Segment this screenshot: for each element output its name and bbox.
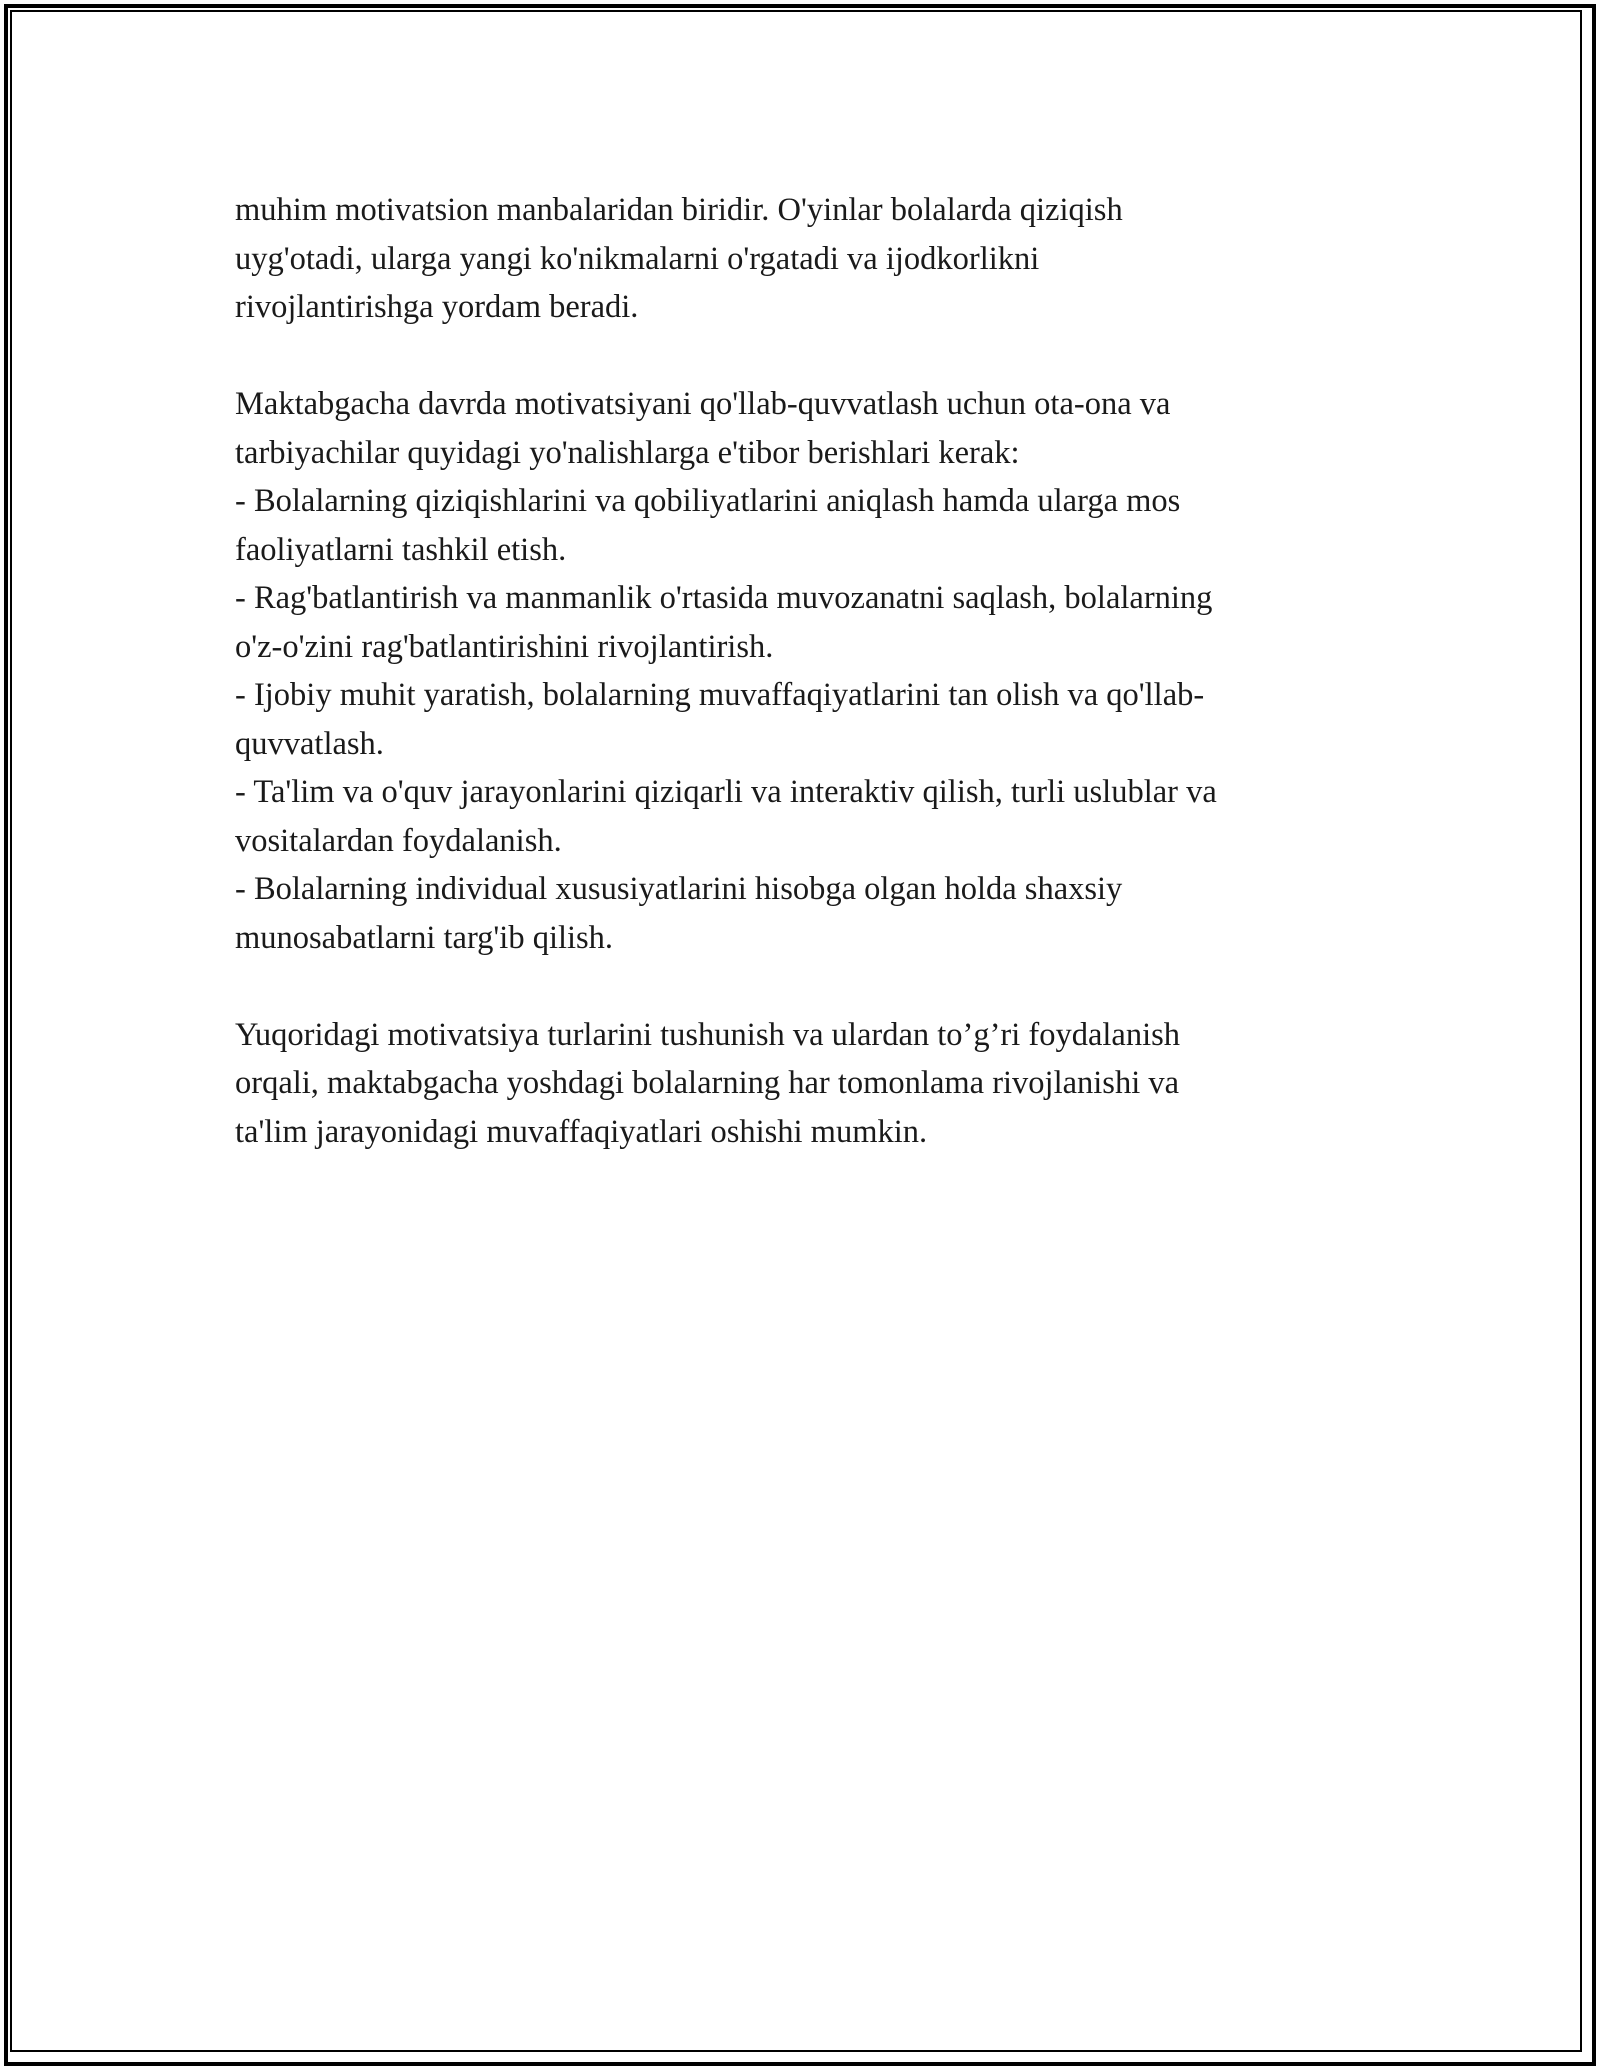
text-line: muhim motivatsion manbalaridan biridir. O'yinlar bolalarda qiziqish — [235, 192, 1123, 228]
text-line: tarbiyachilar quyidagi yo'nalishlarga e'tibor berishlari kerak: — [235, 434, 1020, 471]
paragraph-2 — [235, 380, 1370, 962]
list-item-line: quvvatlash. — [235, 725, 384, 762]
text-line: Maktabgacha davrda motivatsiyani qo'llab-quvvatlash uchun ota-ona va — [235, 386, 1171, 422]
paragraph-3 — [235, 1011, 1370, 1157]
list-item-line: - Ijobiy muhit yaratish, bolalarning muvaffaqiyatlarini tan olish va qo'llab- — [235, 677, 1205, 713]
list-item-line: o'z-o'zini rag'batlantirishini rivojlantirish. — [235, 628, 774, 665]
list-item-line: - Bolalarning individual xususiyatlarini hisobga olgan holda shaxsiy — [235, 871, 1123, 907]
list-item-line: munosabatlarni targ'ib qilish. — [235, 919, 614, 956]
list-item-line: vositalardan foydalanish. — [235, 822, 562, 859]
paragraph-gap — [235, 332, 1370, 381]
list-item-line: - Bolalarning qiziqishlarini va qobiliyatlarini aniqlash hamda ularga mos — [235, 483, 1181, 519]
text-line: rivojlantirishga yordam beradi. — [235, 289, 639, 325]
text-line: orqali, maktabgacha yoshdagi bolalarning har tomonlama rivojlanishi va — [235, 1065, 1180, 1101]
text-line: Yuqoridagi motivatsiya turlarini tushunish va ulardan to’g’ri foydalanish — [235, 1016, 1181, 1053]
text-line: ta'lim jarayonidagi muvaffaqiyatlari oshishi mumkin. — [235, 1113, 928, 1150]
list-item-line: - Rag'batlantirish va manmanlik o'rtasida muvozanatni saqlash, bolalarning — [235, 580, 1213, 616]
text-line: uyg'otadi, ularga yangi ko'nikmalarni o'rgatadi va ijodkorlikni — [235, 240, 1040, 277]
list-item-line: - Ta'lim va o'quv jarayonlarini qiziqarli va interaktiv qilish, turli uslublar va — [235, 774, 1217, 810]
list-item-line: faoliyatlarni tashkil etish. — [235, 531, 567, 568]
paragraph-1 — [235, 186, 1370, 332]
paragraph-gap — [235, 962, 1370, 1011]
document-body — [235, 186, 1370, 1156]
